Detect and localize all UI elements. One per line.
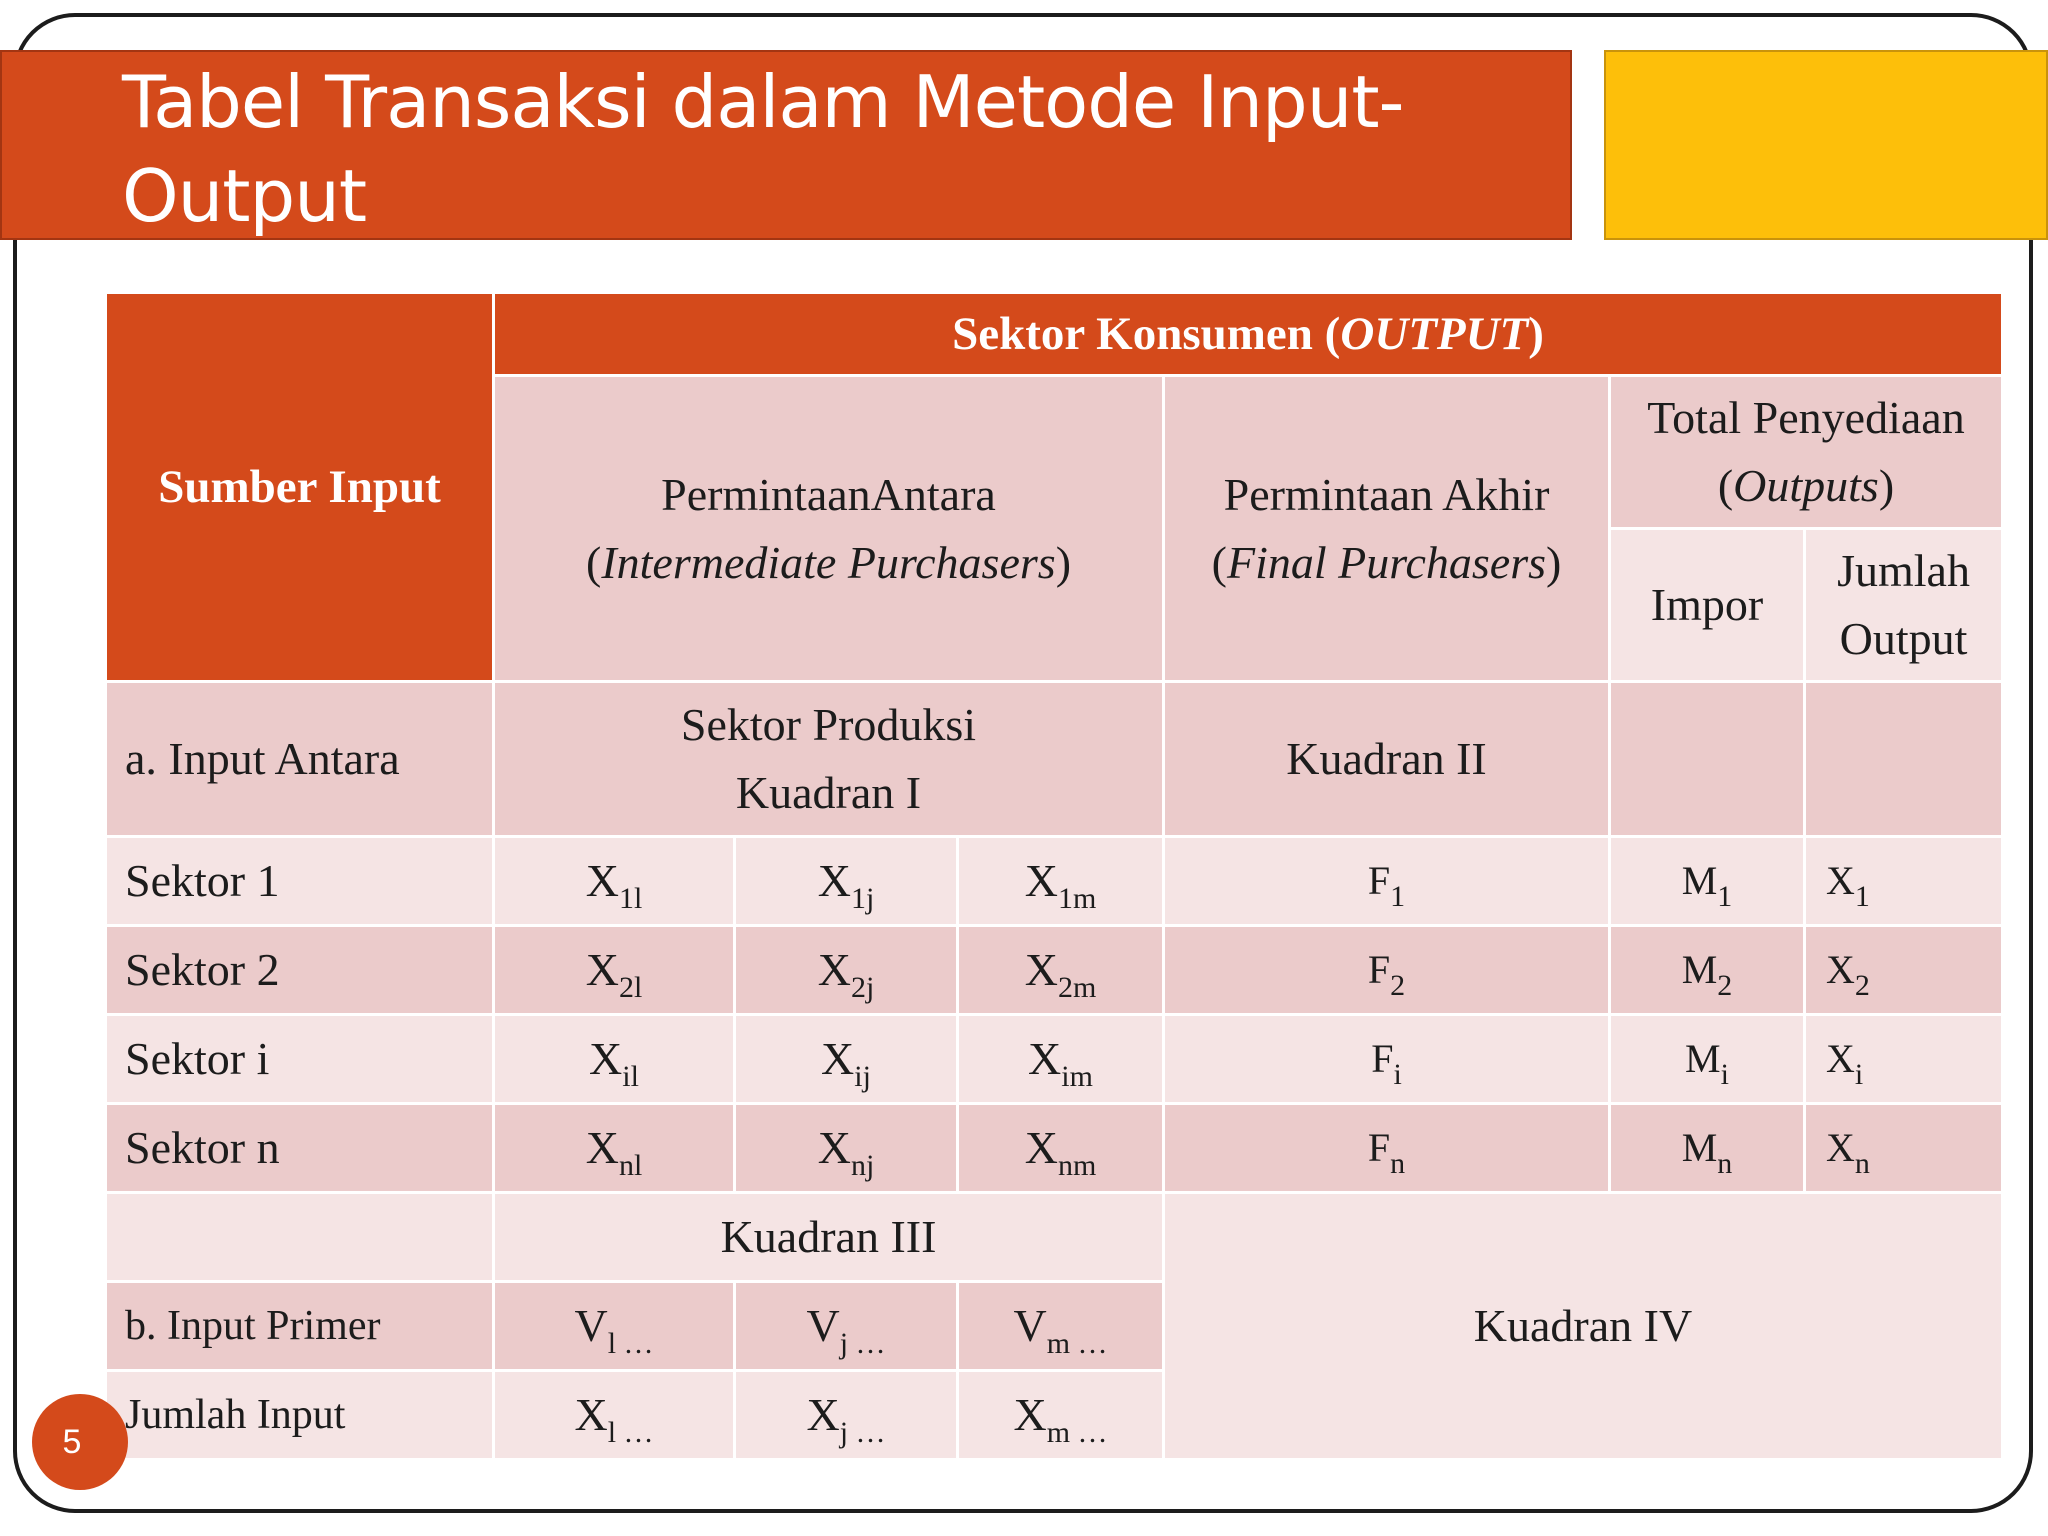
header-permintaan-akhir: Permintaan Akhir (Final Purchasers) (1165, 377, 1608, 680)
row-label: Sektor n (107, 1105, 492, 1191)
accent-box (1604, 50, 2048, 240)
cell-m: $M_n$ (1611, 1105, 1803, 1191)
cell-x-1: $X_{nl}$ (495, 1105, 733, 1191)
cell-m: $M_i$ (1611, 1016, 1803, 1102)
page-number-badge: 5 (32, 1394, 128, 1490)
row-label: Sektor 1 (107, 838, 492, 924)
cell-x-j: $X_{ij}$ (736, 1016, 956, 1102)
cell-kuadran-3: Kuadran III (495, 1194, 1162, 1280)
cell-x-total: $X_1$ (1806, 838, 2001, 924)
header-sumber-input: Sumber Input (107, 294, 492, 680)
cell-x-m: $X_{nm}$ (959, 1105, 1162, 1191)
row-label: Sektor i (107, 1016, 492, 1102)
cell-x-j: $X_{1j}$ (736, 838, 956, 924)
io-table-container (104, 291, 2004, 1461)
cell-kuadran-1: Sektor Produksi Kuadran I (495, 683, 1162, 835)
cell-x-total: $X_i$ (1806, 1016, 2001, 1102)
cell-x-1: $X_{2l}$ (495, 927, 733, 1013)
cell-x-total: $X_n$ (1806, 1105, 2001, 1191)
row-label-input-primer: b. Input Primer (107, 1283, 492, 1369)
cell-xi-m: $X_{m \dots}$ (959, 1372, 1162, 1458)
cell-m: $M_1$ (1611, 838, 1803, 924)
cell-x-1: $X_{il}$ (495, 1016, 733, 1102)
cell-x-j: $X_{2j}$ (736, 927, 956, 1013)
row-label-jumlah-input: Jumlah Input (107, 1372, 492, 1458)
cell-x-m: $X_{1m}$ (959, 838, 1162, 924)
cell-v-1: $V_{l \dots}$ (495, 1283, 733, 1369)
cell-empty-label (107, 1194, 492, 1280)
cell-x-m: $X_{im}$ (959, 1016, 1162, 1102)
header-total-penyediaan: Total Penyediaan (Outputs) (1611, 377, 2001, 527)
cell-v-j: $V_{j \dots}$ (736, 1283, 956, 1369)
cell-x-total: $X_2$ (1806, 927, 2001, 1013)
cell-f: $F_1$ (1165, 838, 1608, 924)
header-impor: Impor (1611, 530, 1803, 680)
table-row (107, 838, 2001, 924)
cell-empty-impor (1611, 683, 1803, 835)
header-sektor-konsumen: Sektor Konsumen (OUTPUT) (495, 294, 2001, 374)
cell-xi-j: $X_{j \dots}$ (736, 1372, 956, 1458)
table-row (107, 1105, 2001, 1191)
cell-f: $F_2$ (1165, 927, 1608, 1013)
slide-title: Tabel Transaksi dalam Metode Input- Output (122, 60, 1404, 238)
cell-empty-jumlah (1806, 683, 2001, 835)
io-transaction-table (104, 291, 2004, 1461)
row-label: Sektor 2 (107, 927, 492, 1013)
table-row (107, 1016, 2001, 1102)
cell-kuadran-4: Kuadran IV (1165, 1194, 2001, 1458)
cell-x-1: $X_{1l}$ (495, 838, 733, 924)
cell-kuadran-2: Kuadran II (1165, 683, 1608, 835)
cell-m: $M_2$ (1611, 927, 1803, 1013)
cell-x-j: $X_{nj}$ (736, 1105, 956, 1191)
cell-xi-1: $X_{l \dots}$ (495, 1372, 733, 1458)
header-permintaan-antara: PermintaanAntara (Intermediate Purchasers) (495, 377, 1162, 680)
cell-f: $F_i$ (1165, 1016, 1608, 1102)
cell-f: $F_n$ (1165, 1105, 1608, 1191)
row-label-input-antara: a. Input Antara (107, 683, 492, 835)
header-jumlah-output: Jumlah Output (1806, 530, 2001, 680)
cell-v-m: $V_{m \dots}$ (959, 1283, 1162, 1369)
cell-x-m: $X_{2m}$ (959, 927, 1162, 1013)
table-row (107, 927, 2001, 1013)
